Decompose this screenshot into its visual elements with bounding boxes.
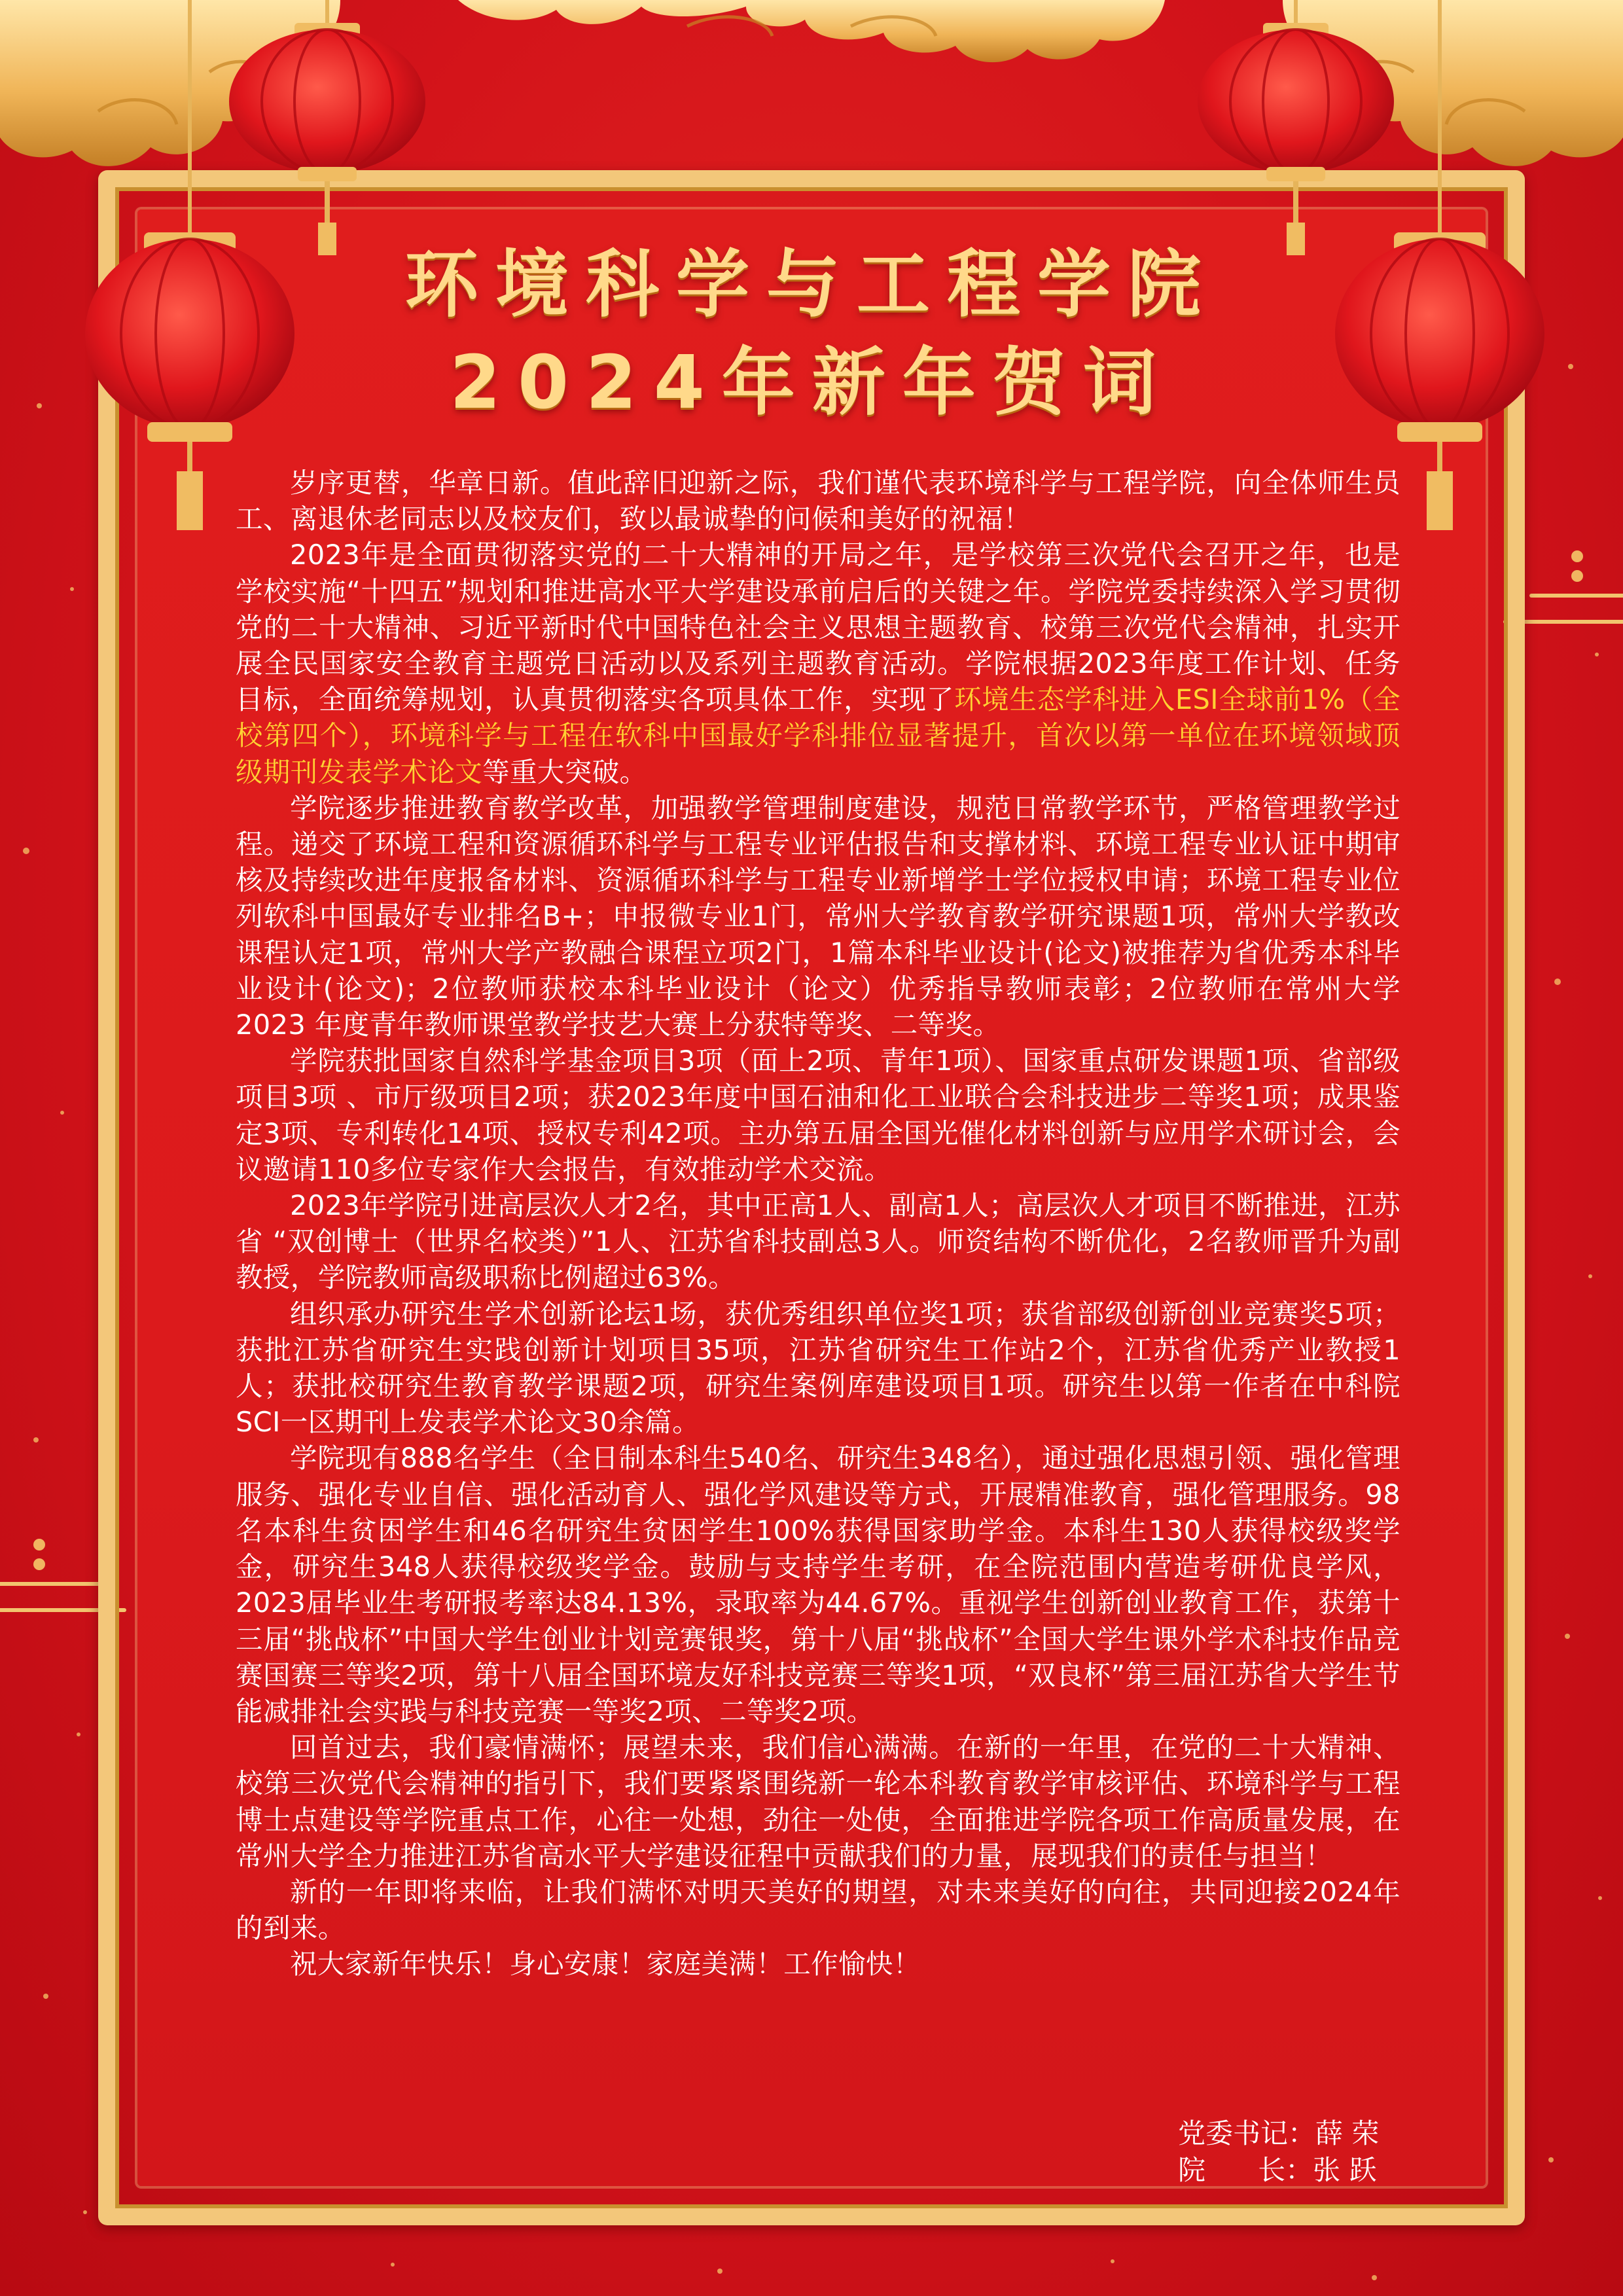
signature-party-secretary: 党委书记：薛 荣 bbox=[1178, 2117, 1380, 2149]
paragraph-6: 组织承办研究生学术创新论坛1场，获优秀组织单位奖1项；获省部级创新创业竞赛奖5项；获批江苏省研究生实践创新计划项目35项，江苏省研究生工作站2个，江苏省优秀产业教授1人；获批校研究生教育教学课题2项，研究生案例库建设项目1项。研究生以第一作者在中科院SCI一区期刊上发表学术论文30余篇。 bbox=[236, 1297, 1400, 1439]
paragraph-10: 祝大家新年快乐！身心安康！家庭美满！工作愉快！ bbox=[290, 1948, 921, 1981]
signature-block bbox=[1178, 2115, 1400, 2189]
paragraph-3: 学院逐步推进教育教学改革，加强教学管理制度建设，规范日常教学环节，严格管理教学过程。递交了环境工程和资源循环科学与工程专业评估报告和支撑材料、环境工程专业认证中期审核及持续改进年度报备材料、资源循环科学与工程专业新增学士学位授权申请；环境工程专业位列软科中国最好专业排名B+；申报微专业1门，常州大学教育教学研究课题1项，常州大学教改课程认定1项，常州大学产教融合课程立项2门，1篇本科毕业设计(论文)被推荐为省优秀本科毕业设计(论文)；2位教师获校本科毕业设计（论文）优秀指导教师表彰；2位教师在常州大学 2023 年度青年教师课堂教学技艺大赛上分获特等奖、二等奖。 bbox=[236, 791, 1400, 1041]
greeting-body bbox=[236, 465, 1400, 1982]
paragraph-2-text-b: 等重大突破。 bbox=[482, 755, 647, 788]
paragraph-4: 学院获批国家自然科学基金项目3项（面上2项、青年1项）、国家重点研发课题1项、省部级项目3项 、市厅级项目2项；获2023年度中国石油和化工业联合会科技进步二等奖1项；成果鉴定3项、专利转化14项、授权专利42项。主办第五届全国光催化材料创新与应用学术研讨会，会议邀请110多位专家作大会报告，有效推动学术交流。 bbox=[236, 1045, 1400, 1185]
title-block bbox=[0, 236, 1623, 432]
highlight-achievements: 环境生态学科进入ESI全球前1%（全校第四个），环境科学与工程在软科中国最好学科排位显著提升，首次以第一单位在环境领域顶级期刊发表学术论文 bbox=[236, 683, 1400, 788]
paragraph-9: 新的一年即将来临，让我们满怀对明天美好的期望，对未来美好的向往，共同迎接2024年的到来。 bbox=[236, 1875, 1400, 1945]
title-line-2: 2024年新年贺词 bbox=[450, 340, 1173, 425]
paragraph-1: 岁序更替，华章日新。值此辞旧迎新之际，我们谨代表环境科学与工程学院，向全体师生员工、离退休老同志以及校友们，致以最诚挚的问候和美好的祝福！ bbox=[236, 467, 1400, 535]
paragraph-5: 2023年学院引进高层次人才2名，其中正高1人、副高1人；高层次人才项目不断推进，江苏省 “双创博士（世界名校类）”1人、江苏省科技副总3人。师资结构不断优化，2名教师晋升为副教授，学院教师高级职称比例超过63%。 bbox=[236, 1189, 1400, 1294]
signature-dean: 院 长：张 跃 bbox=[1178, 2154, 1377, 2186]
paragraph-2 bbox=[236, 537, 1400, 789]
title-line-1: 环境科学与工程学院 bbox=[405, 242, 1218, 327]
paragraph-8: 回首过去，我们豪情满怀；展望未来，我们信心满满。在新的一年里，在党的二十大精神、校第三次党代会精神的指引下，我们要紧紧围绕新一轮本科教育教学审核评估、环境科学与工程博士点建设等学院重点工作，心往一处想，劲往一处使，全面推进学院各项工作高质量发展，在常州大学全力推进江苏省高水平大学建设征程中贡献我们的力量，展现我们的责任与担当！ bbox=[236, 1731, 1400, 1872]
paragraph-2-text-a: 2023年是全面贯彻落实党的二十大精神的开局之年，是学校第三次党代会召开之年，也是学校实施“十四五”规划和推进高水平大学建设承前启后的关键之年。学院党委持续深入学习贯彻党的二十大精神、习近平新时代中国特色社会主义思想主题教育、校第三次党代会精神，扎实开展全民国家安全教育主题党日活动以及系列主题教育活动。学院根据2023年度工作计划、任务目标，全面统筹规划，认真贯彻落实各项具体工作，实现了 bbox=[236, 539, 1400, 716]
paragraph-7: 学院现有888名学生（全日制本科生540名、研究生348名），通过强化思想引领、强化管理服务、强化专业自信、强化活动育人、强化学风建设等方式，开展精准教育，强化管理服务。98名本科生贫困学生和46名研究生贫困学生100%获得国家助学金。本科生130人获得校级奖学金，研究生348人获得校级奖学金。鼓励与支持学生考研，在全院范围内营造考研优良学风，2023届毕业生考研报考率达84.13%，录取率为44.67%。重视学生创新创业教育工作，获第十三届“挑战杯”中国大学生创业计划竞赛银奖，第十八届“挑战杯”全国大学生课外学术科技作品竞赛国赛三等奖2项，第十八届全国环境友好科技竞赛三等奖1项，“双良杯”第三届江苏省大学生节能减排社会实践与科技竞赛一等奖2项、二等奖2项。 bbox=[236, 1442, 1400, 1727]
